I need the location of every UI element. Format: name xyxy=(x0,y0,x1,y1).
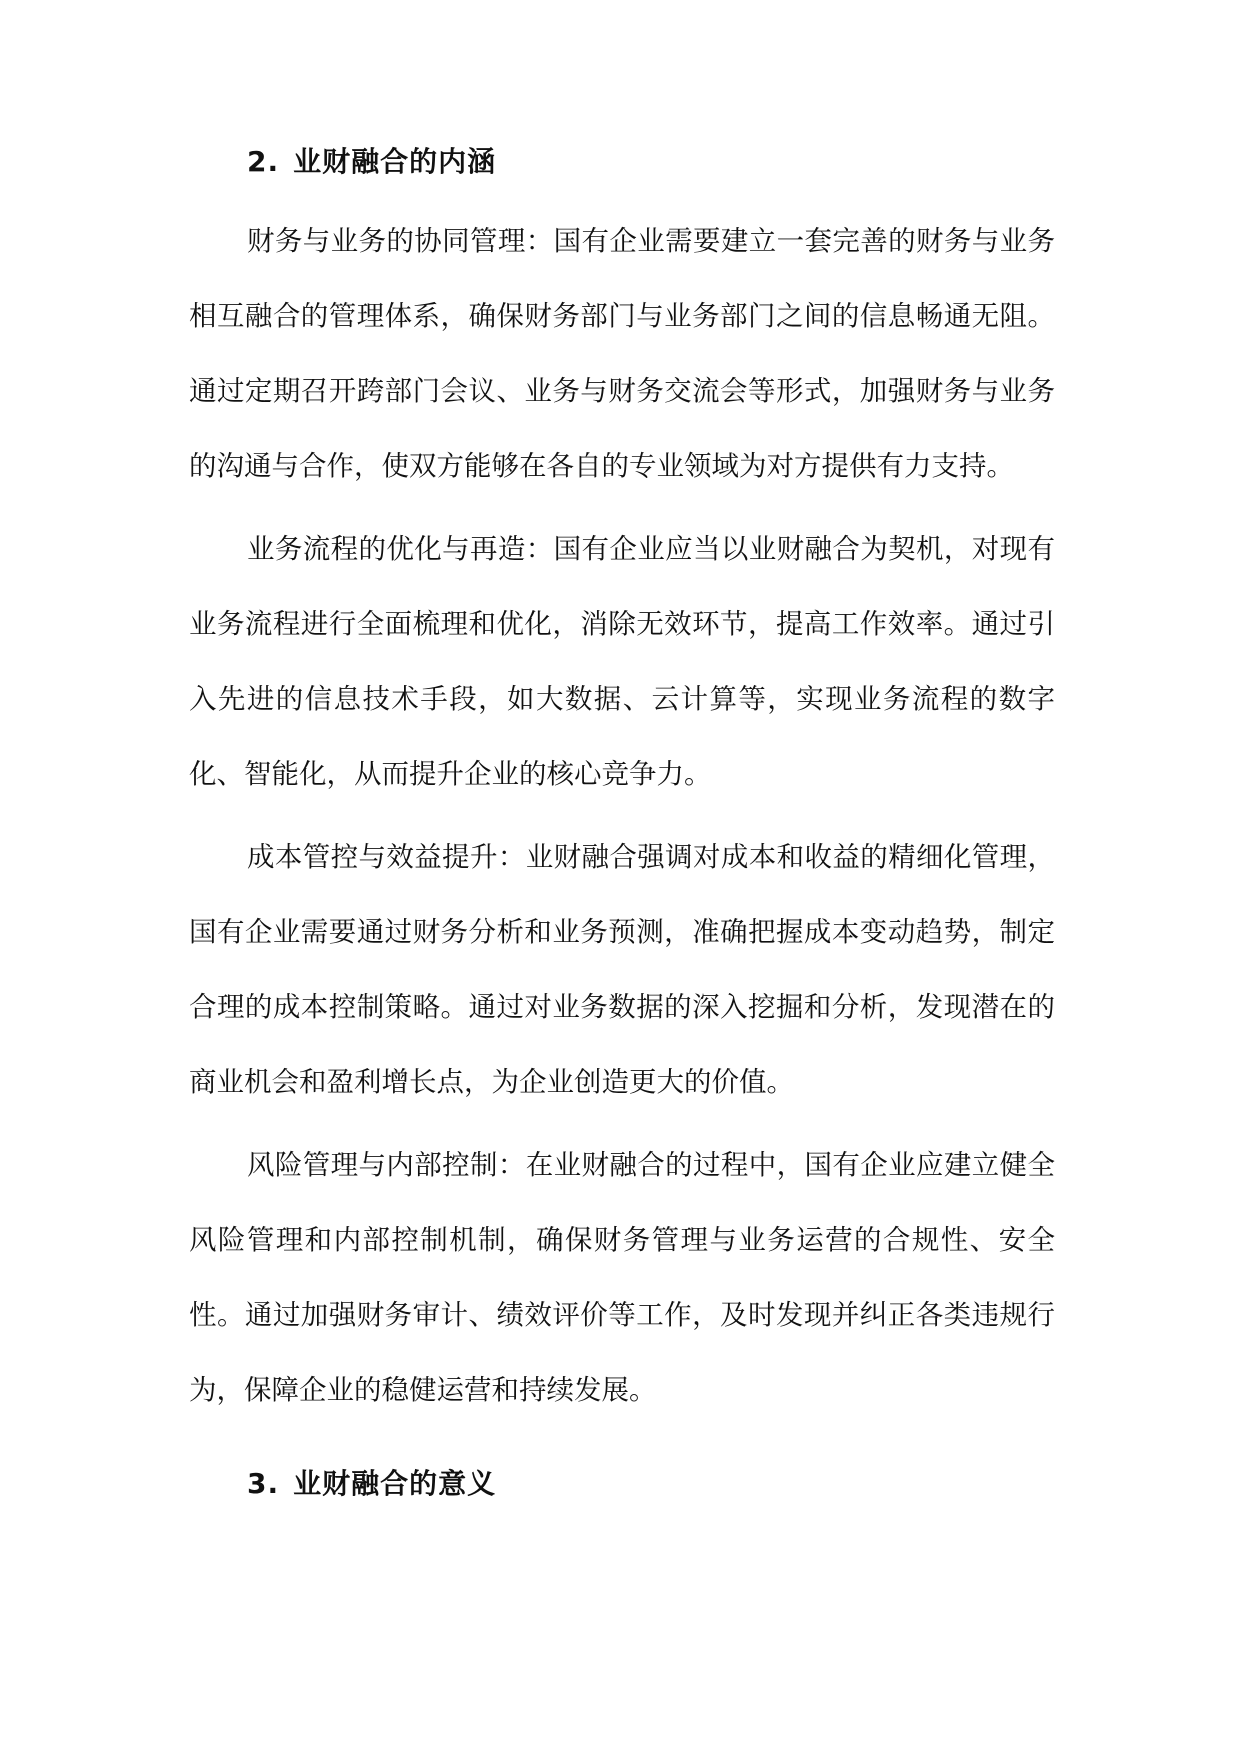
document-body xyxy=(189,140,1055,1506)
section-number: 2. xyxy=(247,145,280,178)
paragraph-process-optimization: 业务流程的优化与再造：国有企业应当以业财融合为契机，对现有业务流程进行全面梳理和优化，消除无效环节，提高工作效率。通过引入先进的信息技术手段，如大数据、云计算等，实现业务流程的数字化、智能化，从而提升企业的核心竞争力。 xyxy=(189,533,1055,790)
section-title: 业财融合的意义 xyxy=(293,1467,497,1500)
section-number: 3. xyxy=(247,1467,280,1500)
section-heading-3 xyxy=(189,1462,1055,1506)
section-title: 业财融合的内涵 xyxy=(293,145,497,178)
paragraph-risk-management: 风险管理与内部控制：在业财融合的过程中，国有企业应建立健全风险管理和内部控制机制，确保财务管理与业务运营的合规性、安全性。通过加强财务审计、绩效评价等工作，及时发现并纠正各类违规行为，保障企业的稳健运营和持续发展。 xyxy=(189,1149,1055,1406)
paragraph-cost-control: 成本管控与效益提升：业财融合强调对成本和收益的精细化管理，国有企业需要通过财务分析和业务预测，准确把握成本变动趋势，制定合理的成本控制策略。通过对业务数据的深入挖掘和分析，发现潜在的商业机会和盈利增长点，为企业创造更大的价值。 xyxy=(189,841,1055,1098)
section-heading-2 xyxy=(189,140,1055,184)
paragraph-collaborative-management: 财务与业务的协同管理：国有企业需要建立一套完善的财务与业务相互融合的管理体系，确保财务部门与业务部门之间的信息畅通无阻。通过定期召开跨部门会议、业务与财务交流会等形式，加强财务与业务的沟通与合作，使双方能够在各自的专业领域为对方提供有力支持。 xyxy=(189,225,1055,482)
